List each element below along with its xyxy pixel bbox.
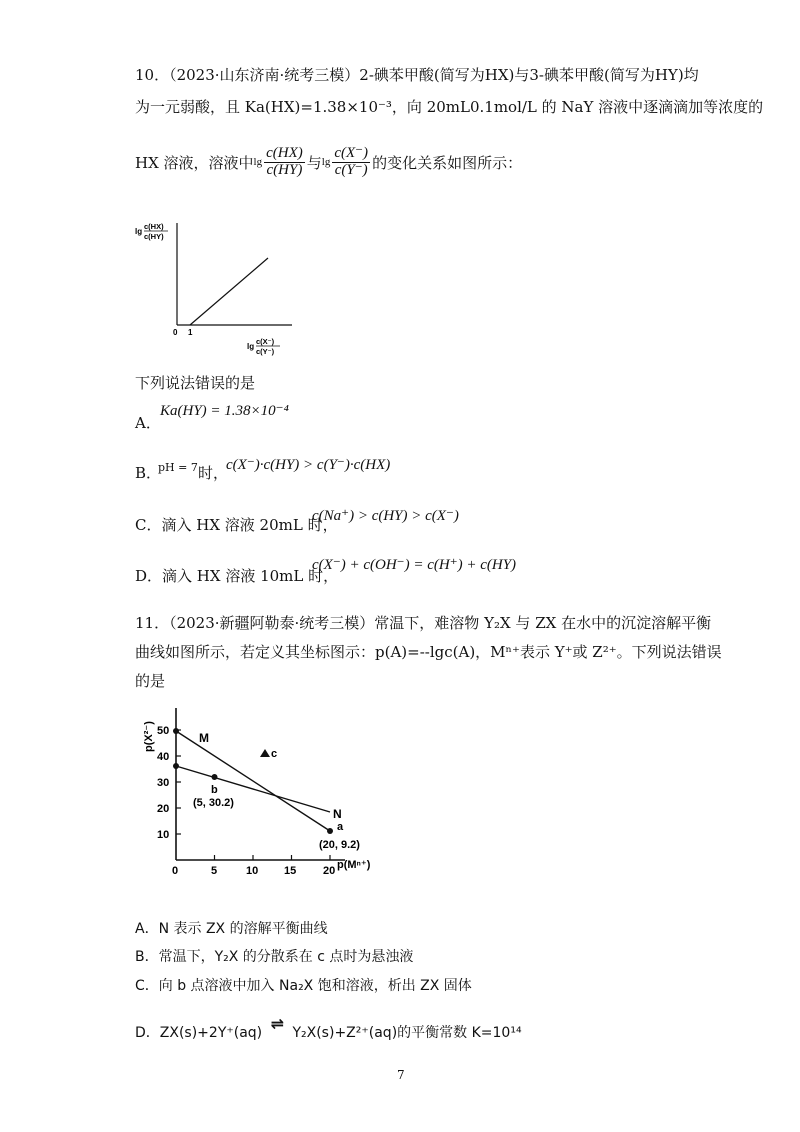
q11-line1: 11．（2023·新疆阿勒泰·统考三模）常温下，难溶物 Y₂X 与 ZX 在水中的沉淀溶解平衡 <box>135 614 712 632</box>
q10-optB-math: c(X⁻)·c(HY) > c(Y⁻)·c(HX) <box>226 457 391 473</box>
q11-ytick-50: 50 <box>157 725 170 737</box>
q11-optD-post: Y₂X(s)+Z²⁺(aq)的平衡常数 K=10¹⁴ <box>292 1025 522 1041</box>
lg-label-2: lg <box>321 156 331 169</box>
q10-optB-time: 时， <box>198 464 229 482</box>
q10-line <box>190 258 268 325</box>
q11-label-b: b <box>211 784 218 796</box>
q10-origin: 0 <box>173 328 178 337</box>
q11-label-a: a <box>337 821 344 833</box>
q11-optC: C．向 b 点溶液中加入 Na₂X 饱和溶液，析出 ZX 固体 <box>135 978 472 994</box>
q10-ylabel-den: c(HY) <box>144 232 164 241</box>
q11-optA: A．N 表示 ZX 的溶解平衡曲线 <box>135 921 328 937</box>
q11-xtick-15: 15 <box>284 865 297 877</box>
page-number: 7 <box>397 1068 405 1082</box>
q11-xtick-10: 10 <box>246 865 259 877</box>
q10-tick-1: 1 <box>188 328 193 337</box>
q11-point-N-start <box>173 763 179 769</box>
q10-optB-label: B． <box>135 464 162 482</box>
q11-label-N: N <box>333 807 342 821</box>
q10-xlabel-lg: lg <box>247 342 255 351</box>
q10-xlabel-den: c(Y⁻) <box>256 347 275 356</box>
q10-optD-math: c(X⁻) + c(OH⁻) = c(H⁺) + c(HY) <box>312 557 517 573</box>
q10-optC-text: C．滴入 HX 溶液 20mL 时， <box>135 516 338 534</box>
q10-ylabel-num: c(HX) <box>144 222 164 231</box>
q11-ytick-20: 20 <box>157 803 170 815</box>
q11-xtick-20: 20 <box>323 865 336 877</box>
q11-optB: B．常温下，Y₂X 的分散系在 c 点时为悬浊液 <box>135 949 414 965</box>
ratio-x-y-num: c(X⁻) <box>334 145 369 161</box>
q11-line3: 的是 <box>135 672 166 690</box>
ratio-x-y-den: c(Y⁻) <box>334 161 368 178</box>
q11-xtick-0: 0 <box>172 865 179 877</box>
q10-line2: 为一元弱酸，且 Ka(HX)=1.38×10⁻³，向 20mL0.1mol/L 的 NaY 溶液中逐滴滴加等浓度的 <box>135 98 764 116</box>
q11-label-M: M <box>199 731 209 745</box>
ratio-hx-hy-num: c(HX) <box>266 145 303 161</box>
q11-optD <box>135 1014 522 1042</box>
q10-ylabel-lg: lg <box>135 227 143 236</box>
q10-xlabel-num: c(X⁻) <box>256 337 275 346</box>
q10-optC-math: c(Na⁺) > c(HY) > c(X⁻) <box>312 508 459 524</box>
q10-optA-math: Ka(HY) = 1.38×10⁻⁴ <box>160 403 289 419</box>
q10-line3-pre: HX 溶液，溶液中 <box>135 153 254 172</box>
q11-curve-M <box>176 731 330 831</box>
q11-line2: 曲线如图所示，若定义其坐标图示：p(A)=--lgc(A)，Mⁿ⁺表示 Y⁺或 Z²⁺。下列说法错误 <box>135 643 722 661</box>
equilibrium-arrow-icon: ⇌ <box>270 1014 285 1033</box>
lg-label: lg <box>253 156 263 169</box>
q11-point-b <box>212 774 218 780</box>
q10-graph <box>130 215 300 360</box>
q11-coord-b: (5, 30.2) <box>193 797 234 809</box>
q10-line3 <box>135 146 522 179</box>
q11-label-c: c <box>271 748 278 760</box>
q11-ytick-30: 30 <box>157 777 170 789</box>
q10-optD-text: D．滴入 HX 溶液 10mL 时， <box>135 567 339 585</box>
q11-point-c <box>260 749 270 757</box>
q10-optA-label: A． <box>135 414 161 432</box>
q11-xlabel: p(Mⁿ⁺) <box>337 859 371 871</box>
q10-and: 与 <box>306 153 322 172</box>
q11-graph <box>130 700 390 890</box>
ratio-hx-hy <box>264 146 305 179</box>
q11-ytick-40: 40 <box>157 751 170 763</box>
q10-optB-cond: pH = 7 <box>158 461 198 474</box>
q11-ytick-10: 10 <box>157 829 170 841</box>
q11-coord-a: (20, 9.2) <box>319 839 360 851</box>
q11-optD-pre: D．ZX(s)+2Y⁺(aq) <box>135 1025 263 1041</box>
q11-xtick-5: 5 <box>211 865 218 877</box>
q11-point-a <box>327 828 333 834</box>
q10-line3-post: 的变化关系如图所示： <box>372 153 523 172</box>
q11-point-M-start <box>173 728 179 734</box>
ratio-hx-hy-den: c(HY) <box>266 161 303 178</box>
ratio-x-y <box>332 146 370 179</box>
q11-ylabel: p(X²⁻) <box>143 721 155 752</box>
q10-line1: 10．（2023·山东济南·统考三模）2-碘苯甲酸(简写为HX)与3-碘苯甲酸(简写为HY)均 <box>135 66 699 84</box>
q10-prompt: 下列说法错误的是 <box>135 374 256 392</box>
